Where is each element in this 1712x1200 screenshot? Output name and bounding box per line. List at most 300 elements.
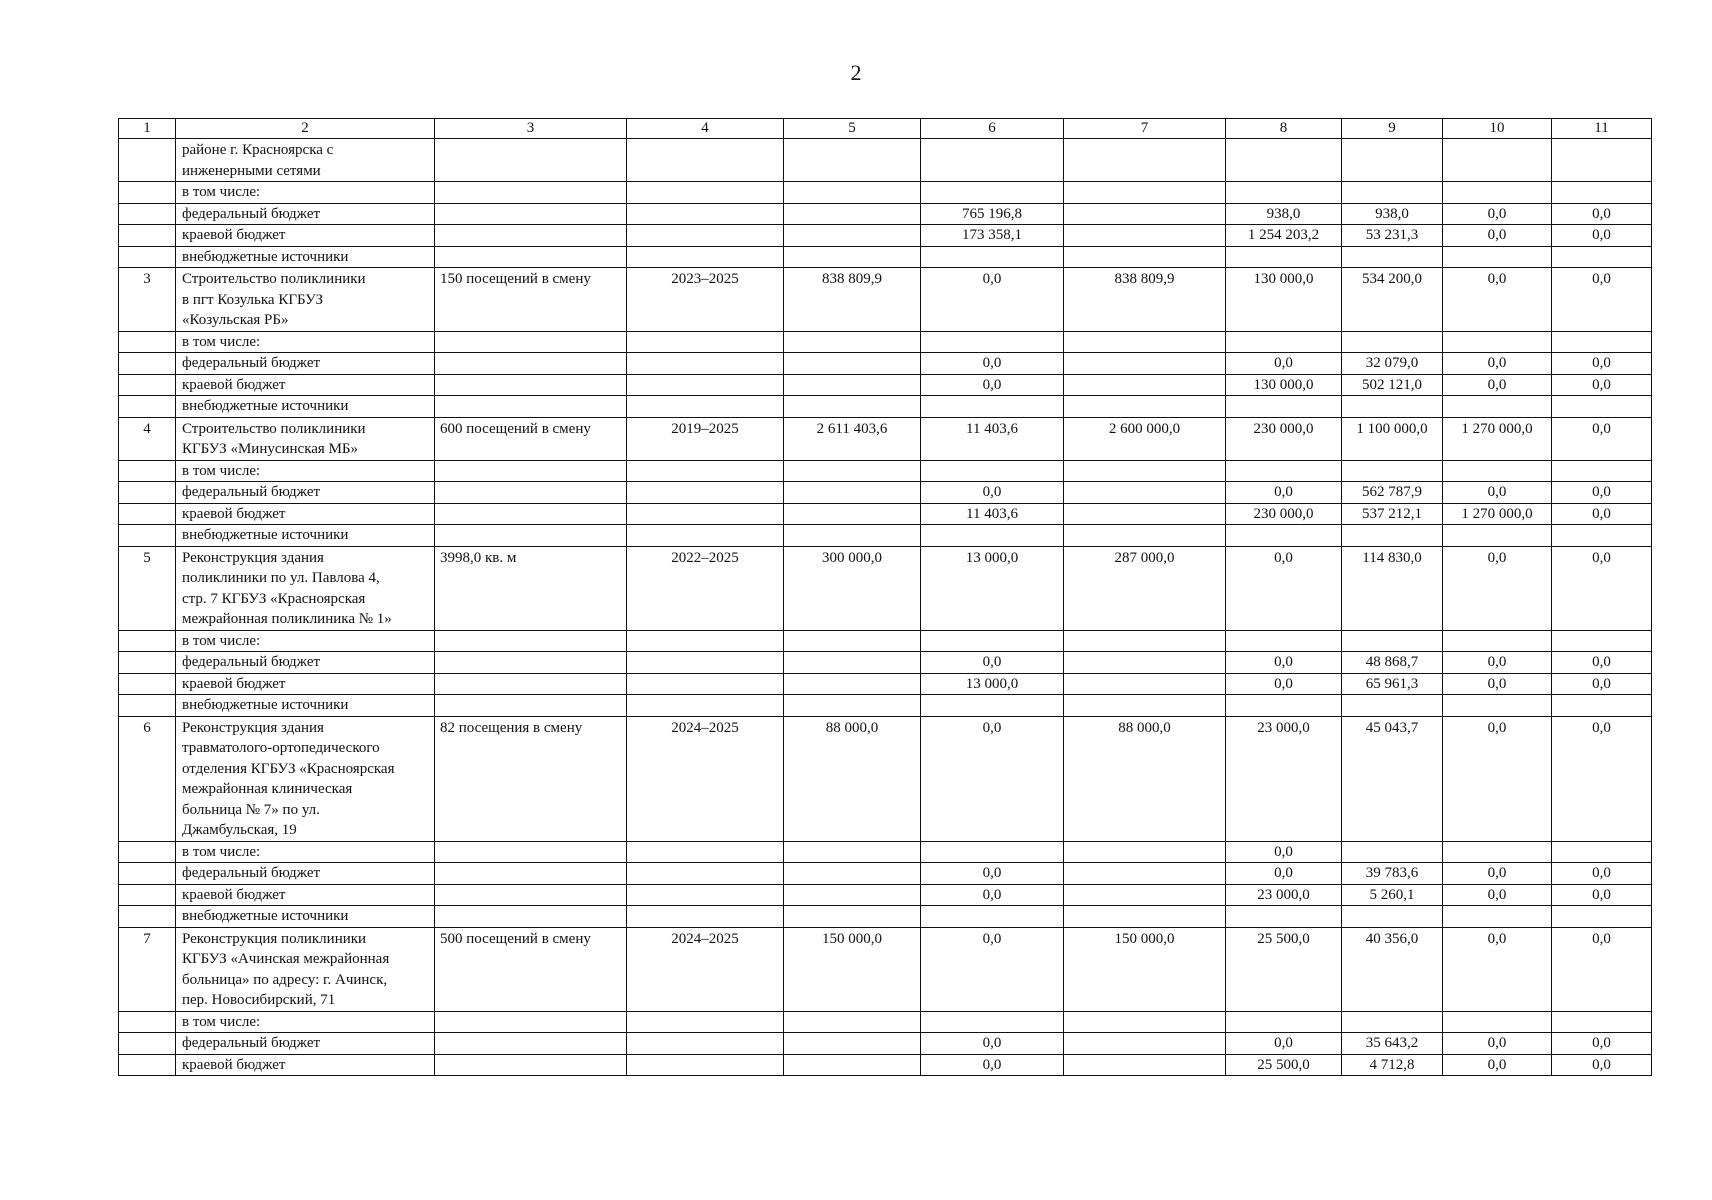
table-row-source [119,652,1652,674]
cell-item-name: в том числе: [176,460,435,482]
cell-row-number: 4 [119,417,176,460]
column-number-row [119,119,1652,139]
cell-year-1 [1226,396,1342,418]
cell-total-cost [784,1054,921,1076]
cell-year-1: 25 500,0 [1226,1054,1342,1076]
cell-capacity [435,353,627,375]
cell-capacity [435,182,627,204]
cell-year-2: 45 043,7 [1342,716,1443,841]
cell-item-name: внебюджетные источники [176,525,435,547]
cell-year-3 [1443,906,1552,928]
cell-year-3: 0,0 [1443,225,1552,247]
cell-year-3 [1443,525,1552,547]
cell-year-1: 0,0 [1226,841,1342,863]
cell-year-2: 1 100 000,0 [1342,417,1443,460]
cell-remaining [1064,673,1226,695]
table-row-source [119,203,1652,225]
table-row-source [119,1054,1652,1076]
cell-year-3 [1443,841,1552,863]
cell-remaining [1064,1011,1226,1033]
table-row-source [119,331,1652,353]
cell-period [627,225,784,247]
cell-period [627,460,784,482]
cell-spent-before: 0,0 [921,374,1064,396]
cell-remaining: 88 000,0 [1064,716,1226,841]
cell-period: 2024–2025 [627,927,784,1011]
cell-year-4 [1552,906,1652,928]
cell-year-4: 0,0 [1552,1054,1652,1076]
cell-capacity: 600 посещений в смену [435,417,627,460]
cell-year-2 [1342,906,1443,928]
cell-item-name: внебюджетные источники [176,695,435,717]
cell-row-number [119,906,176,928]
cell-capacity [435,841,627,863]
cell-spent-before: 11 403,6 [921,417,1064,460]
cell-period [627,203,784,225]
cell-year-4 [1552,396,1652,418]
cell-period [627,906,784,928]
table-row-source [119,1033,1652,1055]
cell-spent-before [921,246,1064,268]
page-number: 2 [850,60,862,85]
cell-row-number [119,203,176,225]
cell-remaining [1064,1054,1226,1076]
cell-spent-before: 0,0 [921,863,1064,885]
cell-capacity [435,503,627,525]
cell-year-3 [1443,630,1552,652]
cell-total-cost [784,182,921,204]
column-number: 2 [176,119,435,139]
table-row-object [119,268,1652,332]
cell-year-2 [1342,246,1443,268]
table-row-object [119,139,1652,182]
column-number: 7 [1064,119,1226,139]
cell-capacity [435,225,627,247]
cell-year-1: 0,0 [1226,353,1342,375]
cell-remaining [1064,863,1226,885]
cell-capacity: 82 посещения в смену [435,716,627,841]
column-number: 6 [921,119,1064,139]
cell-total-cost [784,1033,921,1055]
cell-item-name: Реконструкция здания травматолого-ортопедического отделения КГБУЗ «Красноярская межрайонная клиническая больница № 7» по ул. Джамбульская, 19 [176,716,435,841]
column-number: 10 [1443,119,1552,139]
cell-row-number [119,695,176,717]
column-number: 5 [784,119,921,139]
cell-row-number: 3 [119,268,176,332]
cell-item-name: федеральный бюджет [176,863,435,885]
cell-year-3 [1443,1011,1552,1033]
cell-total-cost [784,652,921,674]
cell-period: 2022–2025 [627,546,784,630]
cell-year-4: 0,0 [1552,203,1652,225]
cell-capacity: 150 посещений в смену [435,268,627,332]
cell-item-name: краевой бюджет [176,374,435,396]
cell-period [627,841,784,863]
cell-capacity [435,331,627,353]
cell-year-2 [1342,396,1443,418]
cell-year-3: 1 270 000,0 [1443,503,1552,525]
column-number: 3 [435,119,627,139]
table-row-source [119,863,1652,885]
cell-year-2: 48 868,7 [1342,652,1443,674]
cell-row-number [119,182,176,204]
cell-year-4 [1552,182,1652,204]
cell-capacity [435,673,627,695]
cell-row-number: 6 [119,716,176,841]
cell-year-3: 0,0 [1443,1054,1552,1076]
cell-total-cost [784,630,921,652]
cell-period [627,673,784,695]
cell-total-cost [784,353,921,375]
cell-row-number [119,884,176,906]
cell-item-name: Строительство поликлиники КГБУЗ «Минусинская МБ» [176,417,435,460]
cell-remaining [1064,884,1226,906]
cell-spent-before: 13 000,0 [921,546,1064,630]
cell-period [627,331,784,353]
cell-capacity [435,1054,627,1076]
financing-table [118,118,1652,1076]
cell-remaining [1064,460,1226,482]
table-row-source [119,1011,1652,1033]
cell-remaining: 150 000,0 [1064,927,1226,1011]
cell-period [627,482,784,504]
cell-year-3 [1443,460,1552,482]
cell-year-2: 39 783,6 [1342,863,1443,885]
table-row-source [119,246,1652,268]
cell-year-4: 0,0 [1552,417,1652,460]
cell-row-number [119,630,176,652]
cell-year-1 [1226,695,1342,717]
cell-spent-before: 0,0 [921,1033,1064,1055]
cell-spent-before [921,182,1064,204]
cell-year-4: 0,0 [1552,884,1652,906]
cell-year-3: 0,0 [1443,203,1552,225]
cell-year-4 [1552,630,1652,652]
cell-remaining [1064,1033,1226,1055]
cell-year-2 [1342,460,1443,482]
cell-total-cost [784,863,921,885]
cell-year-4 [1552,246,1652,268]
cell-item-name: федеральный бюджет [176,652,435,674]
cell-year-3: 0,0 [1443,673,1552,695]
cell-row-number [119,460,176,482]
cell-year-2: 65 961,3 [1342,673,1443,695]
cell-year-2: 114 830,0 [1342,546,1443,630]
cell-year-1: 938,0 [1226,203,1342,225]
cell-item-name: в том числе: [176,841,435,863]
cell-spent-before: 173 358,1 [921,225,1064,247]
cell-year-1: 230 000,0 [1226,503,1342,525]
cell-row-number [119,525,176,547]
cell-period [627,374,784,396]
cell-year-4: 0,0 [1552,1033,1652,1055]
cell-item-name: внебюджетные источники [176,396,435,418]
cell-year-4: 0,0 [1552,353,1652,375]
cell-remaining [1064,525,1226,547]
cell-year-1: 23 000,0 [1226,884,1342,906]
cell-total-cost [784,139,921,182]
cell-year-1 [1226,460,1342,482]
cell-year-3: 0,0 [1443,884,1552,906]
column-number: 9 [1342,119,1443,139]
cell-capacity [435,396,627,418]
cell-capacity [435,863,627,885]
cell-spent-before: 0,0 [921,1054,1064,1076]
cell-row-number [119,673,176,695]
table-row-object [119,716,1652,841]
cell-row-number: 5 [119,546,176,630]
cell-period [627,525,784,547]
column-number: 1 [119,119,176,139]
cell-year-3: 0,0 [1443,353,1552,375]
cell-capacity [435,695,627,717]
cell-spent-before [921,525,1064,547]
cell-year-2: 562 787,9 [1342,482,1443,504]
table-body [119,119,1652,1076]
cell-year-1 [1226,331,1342,353]
cell-total-cost [784,1011,921,1033]
cell-year-3 [1443,695,1552,717]
cell-year-3: 0,0 [1443,863,1552,885]
cell-total-cost [784,203,921,225]
cell-spent-before: 765 196,8 [921,203,1064,225]
cell-capacity [435,139,627,182]
cell-item-name: в том числе: [176,331,435,353]
cell-item-name: Реконструкция здания поликлиники по ул. Павлова 4, стр. 7 КГБУЗ «Красноярская межрайонная поликлиника № 1» [176,546,435,630]
cell-year-4: 0,0 [1552,863,1652,885]
cell-row-number: 7 [119,927,176,1011]
column-number: 4 [627,119,784,139]
cell-spent-before [921,331,1064,353]
cell-year-4 [1552,460,1652,482]
cell-year-2 [1342,139,1443,182]
cell-remaining [1064,503,1226,525]
cell-row-number [119,246,176,268]
cell-period: 2023–2025 [627,268,784,332]
cell-capacity [435,460,627,482]
cell-remaining: 287 000,0 [1064,546,1226,630]
cell-year-1: 130 000,0 [1226,374,1342,396]
cell-spent-before: 0,0 [921,927,1064,1011]
cell-year-1 [1226,1011,1342,1033]
cell-spent-before: 0,0 [921,884,1064,906]
cell-total-cost [784,225,921,247]
cell-row-number [119,841,176,863]
cell-year-2: 40 356,0 [1342,927,1443,1011]
cell-period: 2024–2025 [627,716,784,841]
cell-year-2: 938,0 [1342,203,1443,225]
cell-spent-before [921,460,1064,482]
cell-period [627,863,784,885]
cell-year-2 [1342,841,1443,863]
cell-capacity [435,884,627,906]
cell-year-4 [1552,695,1652,717]
cell-capacity [435,374,627,396]
cell-spent-before: 13 000,0 [921,673,1064,695]
cell-spent-before: 0,0 [921,268,1064,332]
cell-year-4: 0,0 [1552,546,1652,630]
cell-year-4: 0,0 [1552,225,1652,247]
cell-item-name: внебюджетные источники [176,246,435,268]
cell-row-number [119,1011,176,1033]
cell-year-1 [1226,182,1342,204]
cell-year-1: 0,0 [1226,482,1342,504]
cell-period [627,1033,784,1055]
cell-remaining [1064,630,1226,652]
column-number: 11 [1552,119,1652,139]
cell-year-4: 0,0 [1552,374,1652,396]
cell-year-1: 1 254 203,2 [1226,225,1342,247]
cell-item-name: федеральный бюджет [176,203,435,225]
cell-year-2: 32 079,0 [1342,353,1443,375]
cell-year-3 [1443,396,1552,418]
cell-item-name: внебюджетные источники [176,906,435,928]
cell-remaining [1064,841,1226,863]
cell-year-4: 0,0 [1552,927,1652,1011]
cell-year-3: 0,0 [1443,482,1552,504]
cell-row-number [119,353,176,375]
cell-year-1: 0,0 [1226,863,1342,885]
cell-remaining [1064,374,1226,396]
cell-period [627,139,784,182]
cell-total-cost [784,460,921,482]
cell-capacity [435,630,627,652]
cell-total-cost: 150 000,0 [784,927,921,1011]
cell-item-name: краевой бюджет [176,673,435,695]
cell-spent-before: 11 403,6 [921,503,1064,525]
cell-year-2: 502 121,0 [1342,374,1443,396]
cell-year-3: 0,0 [1443,927,1552,1011]
cell-remaining: 838 809,9 [1064,268,1226,332]
cell-remaining [1064,182,1226,204]
cell-year-1: 0,0 [1226,673,1342,695]
cell-total-cost [784,695,921,717]
cell-item-name: краевой бюджет [176,884,435,906]
cell-item-name: краевой бюджет [176,1054,435,1076]
cell-year-1: 0,0 [1226,1033,1342,1055]
cell-spent-before [921,396,1064,418]
cell-year-3: 0,0 [1443,546,1552,630]
cell-spent-before [921,139,1064,182]
cell-row-number [119,331,176,353]
cell-remaining [1064,246,1226,268]
cell-item-name: районе г. Красноярска с инженерными сетями [176,139,435,182]
cell-total-cost: 88 000,0 [784,716,921,841]
cell-year-1 [1226,139,1342,182]
cell-capacity: 3998,0 кв. м [435,546,627,630]
cell-year-4: 0,0 [1552,673,1652,695]
cell-year-1 [1226,906,1342,928]
cell-year-2 [1342,1011,1443,1033]
cell-year-1: 230 000,0 [1226,417,1342,460]
cell-year-2 [1342,695,1443,717]
cell-capacity [435,652,627,674]
cell-year-2 [1342,525,1443,547]
cell-year-1: 23 000,0 [1226,716,1342,841]
cell-capacity: 500 посещений в смену [435,927,627,1011]
table-row-source [119,460,1652,482]
cell-row-number [119,225,176,247]
cell-remaining [1064,695,1226,717]
table-row-source [119,482,1652,504]
cell-capacity [435,246,627,268]
cell-row-number [119,652,176,674]
cell-year-2 [1342,182,1443,204]
cell-year-2: 4 712,8 [1342,1054,1443,1076]
cell-year-1: 25 500,0 [1226,927,1342,1011]
cell-item-name: Строительство поликлиники в пгт Козулька КГБУЗ «Козульская РБ» [176,268,435,332]
cell-spent-before: 0,0 [921,353,1064,375]
cell-item-name: федеральный бюджет [176,482,435,504]
cell-year-3: 0,0 [1443,374,1552,396]
cell-year-2 [1342,630,1443,652]
cell-total-cost [784,374,921,396]
cell-year-4: 0,0 [1552,503,1652,525]
cell-total-cost [784,503,921,525]
cell-remaining [1064,225,1226,247]
table-row-source [119,503,1652,525]
cell-total-cost [784,396,921,418]
cell-year-1: 0,0 [1226,546,1342,630]
table-row-source [119,374,1652,396]
table-row-object [119,546,1652,630]
cell-remaining [1064,203,1226,225]
cell-spent-before [921,906,1064,928]
cell-period [627,396,784,418]
table-row-source [119,906,1652,928]
cell-year-2: 5 260,1 [1342,884,1443,906]
cell-capacity [435,482,627,504]
table-row-object [119,927,1652,1011]
cell-period: 2019–2025 [627,417,784,460]
cell-year-3 [1443,331,1552,353]
cell-year-1 [1226,525,1342,547]
cell-year-4 [1552,1011,1652,1033]
cell-total-cost [784,884,921,906]
cell-spent-before [921,695,1064,717]
cell-period [627,884,784,906]
cell-item-name: федеральный бюджет [176,1033,435,1055]
cell-spent-before: 0,0 [921,652,1064,674]
table-row-source [119,630,1652,652]
cell-year-3 [1443,139,1552,182]
cell-item-name: федеральный бюджет [176,353,435,375]
cell-year-3: 1 270 000,0 [1443,417,1552,460]
cell-capacity [435,906,627,928]
cell-year-4: 0,0 [1552,268,1652,332]
cell-remaining [1064,353,1226,375]
cell-total-cost [784,525,921,547]
cell-total-cost: 838 809,9 [784,268,921,332]
cell-spent-before: 0,0 [921,482,1064,504]
cell-row-number [119,374,176,396]
cell-item-name: в том числе: [176,630,435,652]
table-row-source [119,225,1652,247]
cell-item-name: в том числе: [176,1011,435,1033]
cell-spent-before [921,841,1064,863]
cell-year-4 [1552,841,1652,863]
cell-period [627,652,784,674]
cell-year-3 [1443,182,1552,204]
cell-remaining [1064,396,1226,418]
cell-row-number [119,503,176,525]
cell-row-number [119,139,176,182]
cell-total-cost [784,246,921,268]
cell-total-cost: 300 000,0 [784,546,921,630]
cell-total-cost [784,673,921,695]
table-row-source [119,525,1652,547]
cell-year-4 [1552,525,1652,547]
